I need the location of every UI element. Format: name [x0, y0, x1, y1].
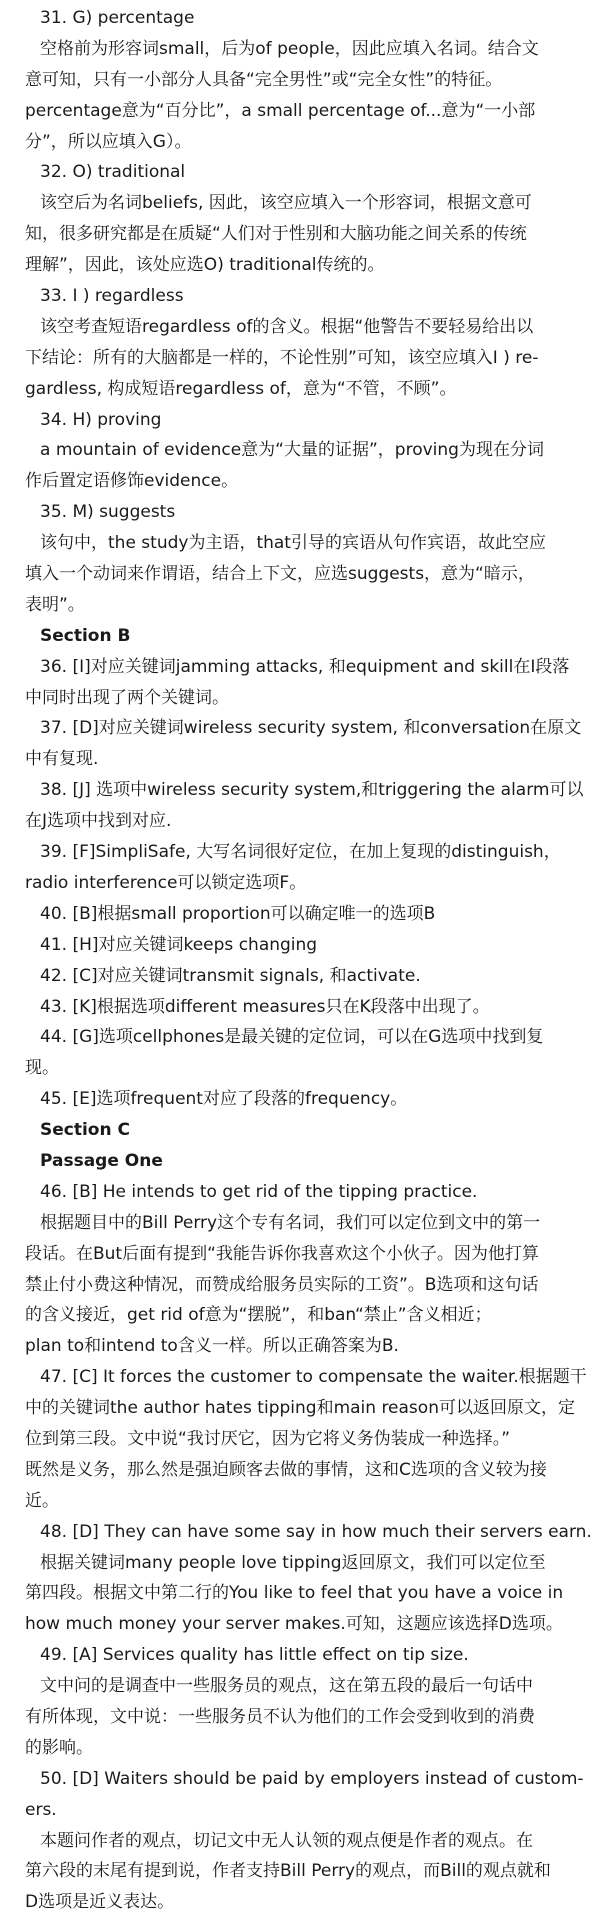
text-line: 中同时出现了两个关键词。: [25, 687, 229, 708]
text-line: 禁止付小费这种情况，而赞成给服务员实际的工资”。B选项和这句话: [25, 1274, 539, 1295]
text-line: 中的关键词the author hates tipping和main reason可以返回原文，定: [25, 1398, 575, 1419]
section-heading: Section B: [40, 625, 131, 646]
text-line: 理解”，因此，该处应选O) traditional传统的。: [25, 255, 385, 276]
text-line: 38. [J] 选项中wireless security system,和triggering the alarm可以: [40, 780, 584, 801]
text-line: 既然是义务，那么然是强迫顾客去做的事情，这和C选项的含义较为接: [25, 1459, 547, 1480]
text-line: 分”，所以应填入G）。: [25, 131, 192, 152]
text-line: 的含义接近，get rid of意为“摆脱”，和ban“禁止”含义相近；: [25, 1305, 492, 1326]
text-line: ers.: [25, 1799, 57, 1820]
text-line: radio interference可以锁定选项F。: [25, 872, 307, 893]
text-line: percentage意为“百分比”，a small percentage of...意为“一小部: [25, 100, 536, 121]
text-line: 意可知，只有一小部分人具备“完全男性”或“完全女性”的特征。: [25, 69, 503, 90]
text-line: 根据题目中的Bill Perry这个专有名词，我们可以定位到文中的第一: [40, 1212, 541, 1233]
text-line: 的影响。: [25, 1737, 93, 1758]
text-line: how much money your server makes.可知，这题应该选择D选项。: [25, 1614, 563, 1635]
text-line: 近。: [25, 1490, 59, 1511]
text-line: 该空后为名词beliefs, 因此，该空应填入一个形容词，根据文意可: [40, 193, 532, 214]
text-line: 48. [D] They can have some say in how much their servers earn.: [40, 1521, 592, 1542]
text-line: 46. [B] He intends to get rid of the tipping practice.: [40, 1181, 478, 1202]
text-line: 现。: [25, 1058, 59, 1079]
text-line: 36. [I]对应关键词jamming attacks, 和equipment and skill在I段落: [40, 656, 570, 677]
text-line: 知，很多研究都是在质疑“人们对于性别和大脑功能之间关系的传统: [25, 224, 527, 245]
text-line: 填入一个动词来作谓语，结合上下文，应选suggests，意为“暗示，: [25, 564, 535, 585]
text-line: 49. [A] Services quality has little effect on tip size.: [40, 1645, 469, 1666]
text-line: 第六段的末尾有提到说，作者支持Bill Perry的观点，而Bill的观点就和: [25, 1861, 551, 1882]
text-line: 有所体现，文中说：一些服务员不认为他们的工作会受到收到的消费: [25, 1706, 535, 1727]
text-line: 本题问作者的观点，切记文中无人认领的观点便是作者的观点。在: [40, 1830, 533, 1851]
text-line: 根据关键词many people love tipping返回原文，我们可以定位至: [40, 1552, 546, 1573]
text-line: 40. [B]根据small proportion可以确定唯一的选项B: [40, 903, 436, 924]
text-line: 第四段。根据文中第二行的You like to feel that you have a voice in: [25, 1583, 564, 1604]
text-line: 中有复现.: [25, 749, 99, 770]
text-line: 下结论：所有的大脑都是一样的，不论性别”可知，该空应填入I ) re-: [25, 347, 539, 368]
text-line: 位到第三段。文中说“我讨厌它，因为它将义务伪装成一种选择。”: [25, 1428, 511, 1449]
section-heading: Section C: [40, 1120, 130, 1141]
text-line: 41. [H]对应关键词keeps changing: [40, 934, 318, 955]
text-line: 段话。在But后面有提到“我能告诉你我喜欢这个小伙子。因为他打算: [25, 1243, 539, 1264]
text-line: 表明”。: [25, 594, 85, 615]
text-line: 45. [E]选项frequent对应了段落的frequency。: [40, 1089, 408, 1110]
text-line: 该空考查短语regardless of的含义。根据“他警告不要轻易给出以: [40, 316, 534, 337]
text-line: 文中问的是调查中一些服务员的观点，这在第五段的最后一句话中: [40, 1676, 533, 1697]
text-line: gardless, 构成短语regardless of，意为“不管，不顾”。: [25, 378, 457, 399]
text-line: 42. [C]对应关键词transmit signals, 和activate.: [40, 965, 421, 986]
text-line: 50. [D] Waiters should be paid by employers instead of custom-: [40, 1768, 584, 1789]
text-line: 44. [G]选项cellphones是最关键的定位词，可以在G选项中找到复: [40, 1027, 544, 1048]
text-line: 空格前为形容词small，后为of people，因此应填入名词。结合文: [40, 38, 539, 59]
text-line: 34. H) proving: [40, 409, 162, 430]
text-line: 33. I ) regardless: [40, 286, 184, 307]
text-line: 31. G) percentage: [40, 8, 195, 28]
text-line: 32. O) traditional: [40, 162, 186, 183]
text-line: 37. [D]对应关键词wireless security system, 和conversation在原文: [40, 718, 582, 739]
text-line: 该句中，the study为主语，that引导的宾语从句作宾语，故此空应: [40, 533, 546, 554]
text-line: a mountain of evidence意为“大量的证据”，proving为现在分词: [40, 440, 544, 461]
text-line: 39. [F]SimpliSafe, 大写名词很好定位，在加上复现的distinguish，: [40, 842, 561, 863]
text-line: 43. [K]根据选项different measures只在K段落中出现了。: [40, 996, 490, 1017]
text-line: 35. M) suggests: [40, 502, 176, 523]
text-line: D选项是近义表达。: [25, 1892, 175, 1913]
text-line: plan to和intend to含义一样。所以正确答案为B.: [25, 1336, 399, 1357]
text-line: 作后置定语修饰evidence。: [25, 471, 239, 492]
text-line: 在J选项中找到对应.: [25, 811, 172, 832]
text-line: 47. [C] It forces the customer to compensate the waiter.根据题干: [40, 1367, 587, 1388]
section-heading: Passage One: [40, 1150, 163, 1171]
